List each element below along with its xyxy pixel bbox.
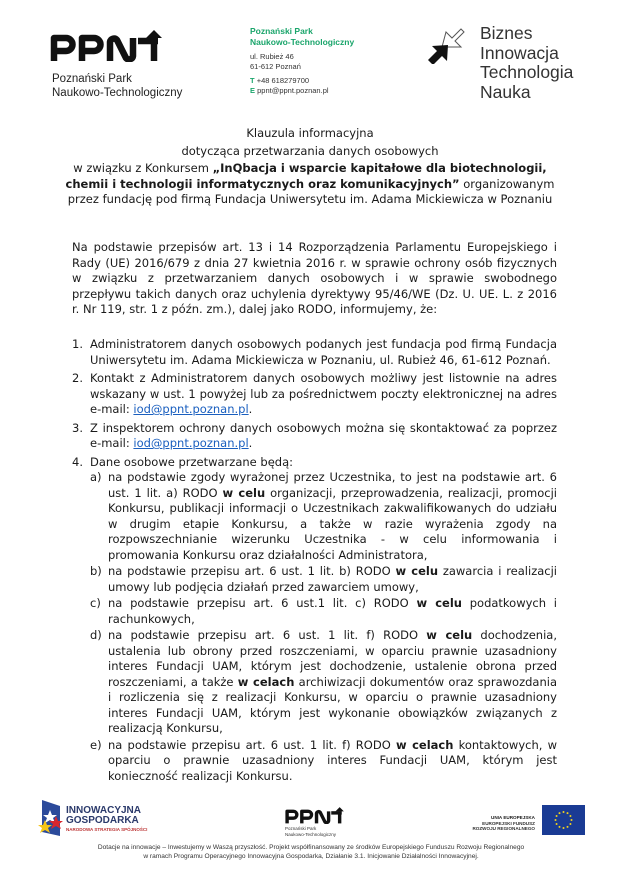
tagline-technologia: Technologia (480, 62, 574, 82)
eu-star (556, 823, 558, 825)
ppnt-subtitle (52, 72, 182, 100)
ppnt-subtitle-line1: Poznański Park (52, 73, 132, 85)
sub-item-bold: w celu (395, 564, 439, 578)
sub-item-letter: d) (90, 628, 102, 642)
sub-list-item (90, 738, 557, 785)
arrows-icon (424, 28, 466, 64)
item-text: Administratorem danych osobowych podanych jest fundacja pod firmą Fundacja Uniwersytetu im. Adama Mickiewicza w Poznaniu, ul. Rubież 46, 61-612 Poznań. (90, 337, 557, 367)
ppnt-logo (50, 28, 168, 62)
email-label: E (250, 85, 256, 95)
tagline (480, 24, 573, 102)
clause-list (72, 337, 557, 787)
contest-name: „InQbacja i wsparcie kapitałowe dla biotechnologii, chemii i technologii informatycznych oraz komunikacyjnych” (65, 161, 547, 191)
eu-star (567, 826, 569, 828)
intro-paragraph: Na podstawie przepisów art. 13 i 14 Rozporządzenia Parlamentu Europejskiego i Rady (UE) 2016/679 z dnia 27 kwietnia 2016 r. w sprawie ochrony osób fizycznych w związku z przetwarzaniem danych osobowych i w sprawie swobodnego przepływu takich danych oraz uchylenia dyrektywy 95/46/WE (Dz. U. UE. L. z 2016 r. Nr 119, str. 1 z późn. zm.), dalej jako RODO, informujemy, że: (72, 240, 557, 316)
sub-item-letter: b) (90, 564, 102, 578)
sub-item-text: na podstawie przepisu art. 6 ust. 1 lit. f) RODO (108, 737, 396, 752)
sub-item-text: na podstawie zgody wyrażonej przez Uczestnika, to jest na podstawie art. 6 ust. 1 lit. a) RODO (108, 470, 557, 500)
contact-block (250, 26, 354, 95)
tagline-innowacja: Innowacja (480, 42, 559, 63)
sub-list-item (90, 628, 557, 737)
eu-star (571, 819, 573, 821)
document-title (60, 126, 560, 208)
ppnt-small-sub2: Naukowo-Technologiczny (285, 831, 337, 837)
sub-item-text: zawarcia i realizacji umowy lub podjęcia działań przed zawarciem umowy, (108, 564, 557, 594)
contact-name-line2: Naukowo-Technologiczny (250, 36, 355, 47)
contact-phone (250, 76, 354, 86)
eu-star (559, 826, 561, 828)
ig-line1: INNOWACYJNA (66, 805, 142, 816)
punctuation: . (248, 436, 253, 450)
list-item (72, 421, 557, 452)
sub-item-text: podatkowych i rachunkowych, (108, 596, 558, 626)
list-item (72, 371, 557, 418)
eu-star (563, 811, 565, 813)
item-number: 3. (72, 420, 83, 435)
eu-fund-label (470, 815, 535, 832)
sub-list (90, 470, 557, 784)
contact-email (250, 86, 354, 96)
eu-star (559, 812, 561, 814)
sub-item-text: na podstawie przepisu art. 6 ust. 1 lit. b) RODO (108, 564, 396, 578)
eu-star (555, 819, 557, 821)
ig-line3: NARODOWA STRATEGIA SPÓJNOŚCI (66, 827, 148, 832)
eu-line1: UNIA EUROPEJSKA (491, 815, 535, 820)
title-line3 (60, 161, 560, 208)
sub-item-letter: a) (90, 470, 102, 484)
eu-line2: EUROPEJSKI FUNDUSZ (482, 820, 535, 826)
email-link[interactable]: iod@ppnt.poznan.pl (133, 436, 249, 450)
tagline-biznes: Biznes (480, 23, 533, 43)
ppnt-small-subtitle (285, 826, 336, 837)
sub-item-bold: w celu (426, 628, 473, 642)
sub-item-bold: w celu (416, 596, 462, 610)
sub-list-item (90, 564, 557, 595)
footer-note (20, 843, 602, 861)
list-item (72, 337, 557, 368)
item-number: 1. (72, 337, 83, 351)
sub-item-letter: c) (90, 596, 101, 610)
list-item (72, 455, 557, 785)
innowacyjna-gospodarka-logo (66, 806, 147, 833)
phone-label: T (250, 76, 255, 85)
item-text: Dane osobowe przetwarzane będą: (90, 454, 293, 469)
sub-item-text: archiwizacji dokumentów oraz sprawozdania i rozliczenia się z realizacji Konkursu, w oparciu o prawnie uzasadniony interes Fundacji UAM, którym jest wykonanie obowiązków związanych z realizacją Konkursu, (108, 674, 557, 735)
eu-line3: ROZWOJU REGIONALNEGO (472, 826, 535, 831)
item-number: 4. (72, 454, 83, 469)
contact-name-line1: Poznański Park (250, 26, 313, 36)
eu-star (563, 827, 565, 829)
sub-list-item (90, 596, 557, 627)
title-suffix: organizowanym przez fundację pod firmą Fundacja Uniwersytetu im. Adama Mickiewicza w Poznaniu (67, 176, 555, 206)
footer-note-line2: w ramach Programu Operacyjnego Innowacyjna Gospodarka, Działanie 3.1. Inicjowanie Działalności Innowacyjnej. (143, 853, 479, 860)
ppnt-subtitle-line2: Naukowo-Technologiczny (52, 87, 183, 99)
sub-item-text: dochodzenia, ustalenia lub obrony przed roszczeniami, w oparciu prawnie uzasadniony interes Fundacji UAM, którym jest dochodzenie, ustalenie obrona przed roszczeniami, a także (108, 628, 557, 689)
email-link[interactable]: iod@ppnt.poznan.pl (133, 402, 249, 416)
tagline-nauka: Nauka (480, 81, 531, 102)
title-line2: dotycząca przetwarzania danych osobowych (181, 143, 439, 158)
item-text: Kontakt z Administratorem danych osobowych możliwy jest listownie na adres wskazany w ust. 1 powyżej lub za pośrednictwem poczty elektronicznej na adres e-mail: (90, 371, 557, 416)
phone-value: +48 618279700 (256, 76, 310, 85)
sub-item-text: na podstawie przepisu art. 6 ust. 1 lit. f) RODO (108, 628, 427, 642)
sub-item-text: kontaktowych, w oparciu o prawnie uzasadniony interes Fundacji UAM, którym jest konieczność realizacji Konkursu. (108, 737, 557, 783)
eu-star (556, 815, 558, 817)
sub-item-text: na podstawie przepisu art. 6 ust.1 lit. c) RODO (108, 596, 417, 610)
ig-line2: GOSPODARKA (66, 815, 139, 826)
ppnt-small-logo (285, 806, 347, 824)
eu-star (567, 812, 569, 814)
item-text: Z inspektorem ochrony danych osobowych można się skontaktować za poprzez e-mail: (90, 420, 557, 450)
email-value[interactable]: ppnt@ppnt.poznan.pl (257, 85, 329, 95)
sub-list-item (90, 470, 557, 563)
sub-item-text: organizacji, przeprowadzenia, realizacji, promocji Konkursu, publikacji informacji o Uczestnikach zakwalifikowanych do udziału w drugim etapie Konkursu, a także w razie wyrażenia zgody na rozpowszechnianie wizerunku Uczestnika - w celu informowania i promowania Konkursu oraz działalności Administratora, (108, 485, 558, 562)
eu-star (569, 815, 571, 817)
footer-note-line1: Dotacje na innowacje – Inwestujemy w Waszą przyszłość. Projekt współfinansowany ze środków Europejskiego Funduszu Rozwoju Regionalnego (97, 844, 525, 851)
sub-item-bold: w celach (237, 674, 295, 689)
contact-address-line1: ul. Rubież 46 (250, 52, 294, 61)
sub-item-bold: w celach (395, 737, 454, 752)
title-line1: Klauzula informacyjna (246, 126, 374, 140)
eu-flag-icon (542, 805, 585, 835)
contact-address-line2: 61-612 Poznań (250, 61, 301, 71)
punctuation: . (248, 402, 253, 416)
item-number: 2. (72, 371, 83, 385)
sub-item-letter: e) (90, 737, 102, 752)
ppnt-small-sub1: Poznański Park (285, 826, 317, 831)
title-prefix: w związku z Konkursem (73, 161, 213, 175)
eu-star (569, 823, 571, 825)
sub-item-bold: w celu (222, 485, 266, 500)
innowacyjna-gospodarka-logo-icon (36, 798, 66, 838)
